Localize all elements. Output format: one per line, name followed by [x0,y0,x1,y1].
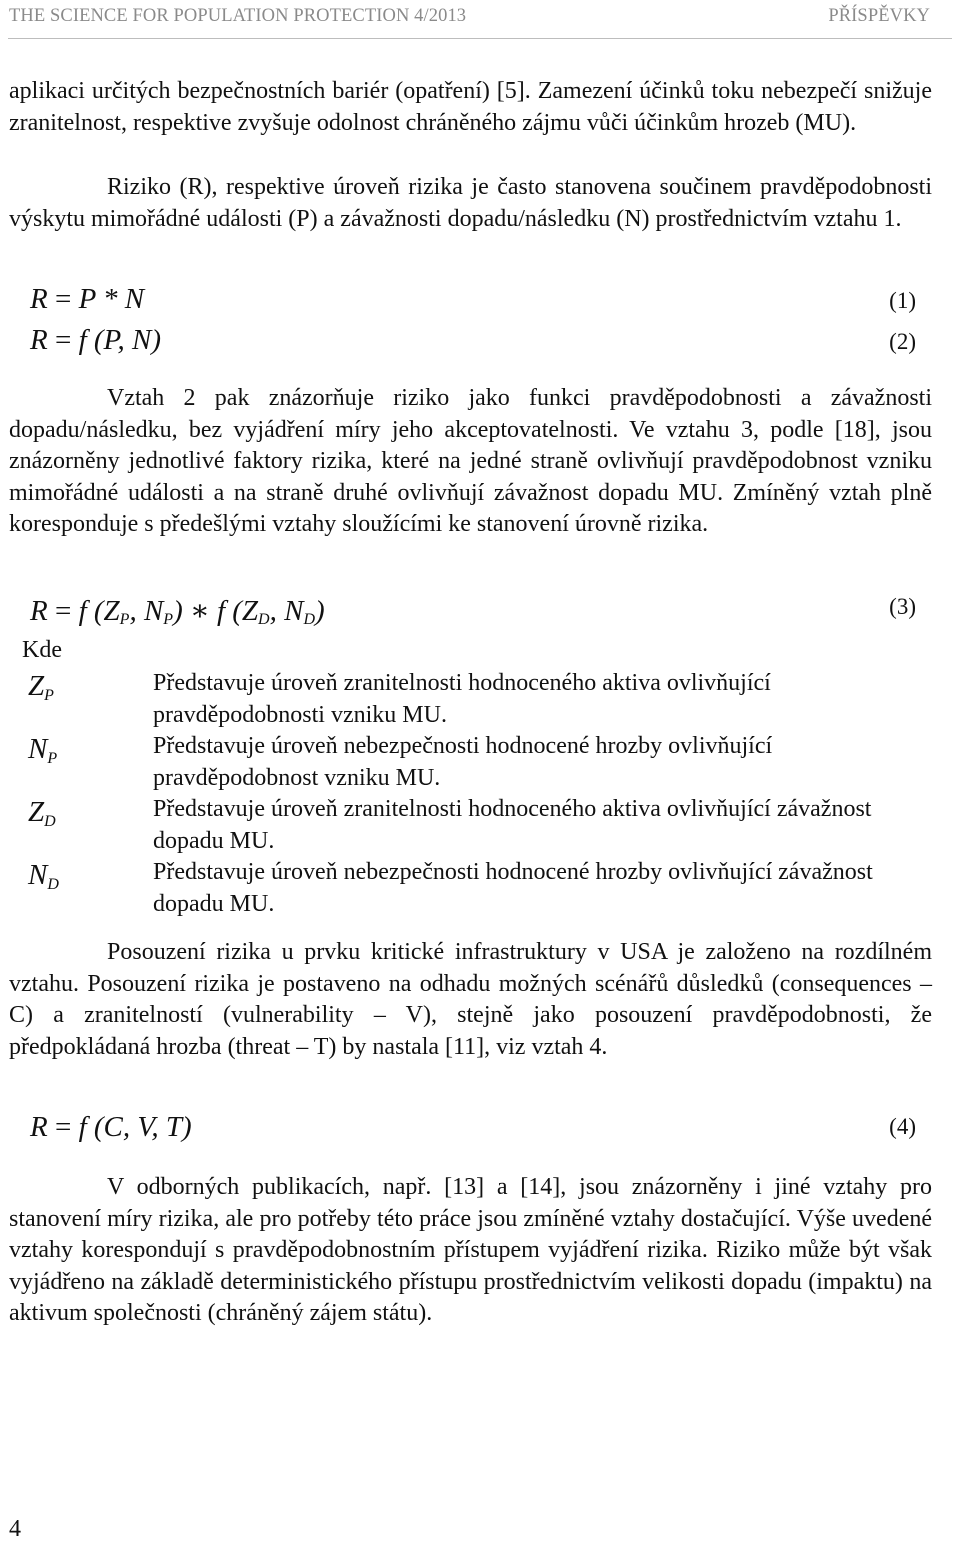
running-header-journal: THE SCIENCE FOR POPULATION PROTECTION 4/2013 [9,6,467,26]
eq3-part: , N [129,595,164,627]
page-number: 4 [9,1516,21,1542]
eq3-sub: P [163,611,174,628]
eq1-lhs: R [30,283,48,315]
eq3-part: ) ∗ f (Z [173,595,259,627]
paragraph-riziko: Riziko (R), respektive úroveň rizika je často stanovena součinem pravděpodobnosti výskytu mimořádné události (P) a závažnosti dopadu/následku (N) prostřednictvím vztahu 1. [9,174,932,232]
running-header-section: PŘÍSPĚVKY [828,6,930,26]
equation-1 [30,283,144,316]
definitions-label: Kde [22,637,62,663]
symbol-letter: Z [28,670,45,702]
symbol-zd [28,796,56,831]
equation-4-number: (4) [889,1114,916,1139]
eq3-equals: = [54,595,72,627]
eq3-sub: P [119,611,130,628]
symbol-subscript: P [44,687,54,704]
eq3-part: f (Z [78,595,120,627]
eq2-lhs: R [30,324,48,356]
eq1-rhs: P * N [78,283,145,315]
symbol-letter: N [28,733,48,765]
equation-3 [30,593,325,629]
symbol-np [28,733,57,768]
definition-nd: Představuje úroveň nebezpečnosti hodnocené hrozby ovlivňující závažnost dopadu MU. [153,859,873,917]
eq2-equals: = [54,324,72,356]
eq4-lhs: R [30,1111,48,1143]
paragraph-vztah: Vztah 2 pak znázorňuje riziko jako funkci pravděpodobnosti a závažnosti dopadu/následku, bez vyjádření míry jeho akceptovatelnosti. Ve vztahu 3, podle [18], jsou znázorněny jednotlivé faktory rizika, které na jedné straně ovlivňují pravděpodobnost vzniku mimořádné události a na straně druhé ovlivňují závažnost dopadu MU. Zmíněný vztah plně koresponduje s předešlými vztahy sloužícími ke stanovení úrovně rizika. [9,385,932,538]
equation-4 [30,1111,192,1144]
eq4-equals: = [54,1111,72,1143]
paragraph-publikace: V odborných publikacích, např. [13] a [14], jsou znázorněny i jiné vztahy pro stanovení míry rizika, ale pro potřeby této práce jsou zmíněné vztahy dostačující. Výše uvedené vztahy korespondují s pravděpodobnostním přístupem vyjádření rizika. Riziko může být však vyjádřeno na základě deterministického přístupu prostřednictvím velikosti dopadu (impaktu) na aktivum společnosti (chráněný zájem státu). [9,1174,932,1327]
eq3-lhs: R [30,595,48,627]
eq3-sub: D [258,611,270,628]
symbol-subscript: D [44,813,56,830]
symbol-zp [28,670,54,705]
definition-zp: Představuje úroveň zranitelnosti hodnoceného aktiva ovlivňující pravděpodobnosti vzniku MU. [153,670,771,728]
symbol-letter: Z [28,796,45,828]
definition-zd: Představuje úroveň zranitelnosti hodnoceného aktiva ovlivňující závažnost dopadu MU. [153,796,872,854]
symbol-nd [28,859,59,894]
symbol-subscript: P [47,750,58,767]
eq3-part: , N [269,595,304,627]
header-divider [8,38,952,39]
eq3-sub: D [303,611,316,628]
equation-2-number: (2) [889,329,916,354]
eq4-rhs: f (C, V, T) [78,1111,192,1143]
symbol-letter: N [28,859,48,891]
equation-2 [30,324,161,357]
equation-1-number: (1) [889,288,916,313]
paragraph-continued: aplikaci určitých bezpečnostních bariér (opatření) [5]. Zamezení účinků toku nebezpečí snižuje zranitelnost, respektive zvyšuje odolnost chráněného zájmu vůči účinkům hrozeb (MU). [9,78,932,136]
eq3-part: ) [315,595,325,627]
eq1-equals: = [54,283,72,315]
symbol-subscript: D [47,876,59,893]
definition-np: Představuje úroveň nebezpečnosti hodnocené hrozby ovlivňující pravděpodobnost vzniku MU. [153,733,773,791]
paragraph-usa: Posouzení rizika u prvku kritické infrastruktury v USA je založeno na rozdílném vztahu. Posouzení rizika je postaveno na odhadu možných scénářů důsledků (consequences – C) a zranitelností (vulnerability – V), stejně jako posouzení pravděpodobnosti, že předpokládaná hrozba (threat – T) by nastala [11], viz vztah 4. [9,939,932,1060]
equation-3-number: (3) [889,594,916,619]
eq2-rhs: f (P, N) [78,324,162,356]
